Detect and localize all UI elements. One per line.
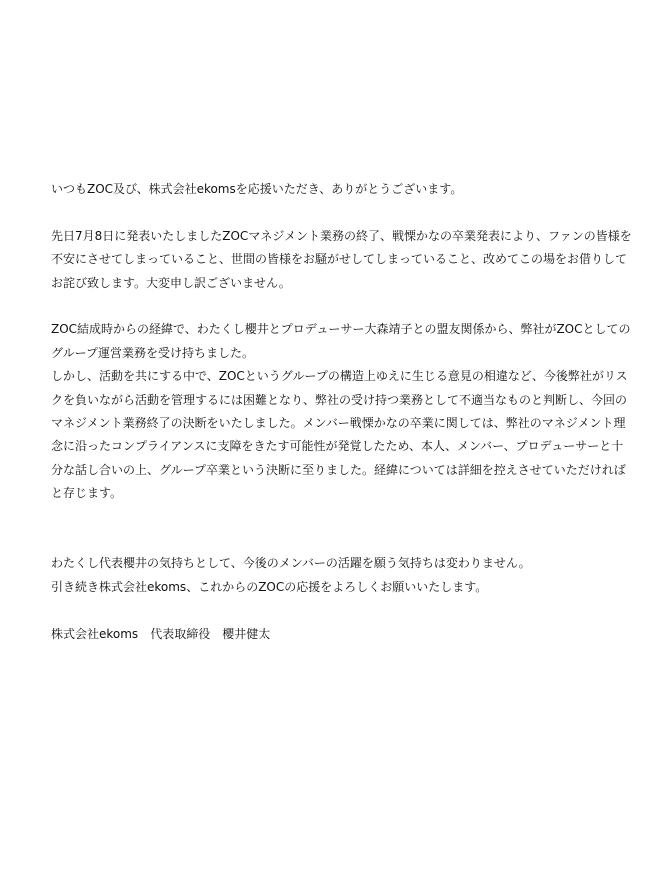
paragraph-line: お詫び致します。大変申し訳ございません。: [51, 275, 291, 290]
paragraph-line: 分な話し合いの上、グループ卒業という決断に至りました。経緯については詳細を控えさせていただければ: [51, 462, 626, 477]
apology-paragraph: [51, 225, 632, 295]
paragraph-spacer: [51, 506, 611, 553]
background-paragraph: [51, 318, 631, 505]
paragraph-line: グループ運営業務を受け持ちました。: [51, 345, 255, 360]
paragraph-spacer: [51, 201, 611, 224]
statement-letter: [51, 178, 632, 646]
paragraph-line: マネジメント業務終了の決断をいたしました。メンバー戦慄かなの卒業に関しては、弊社のマネジメント理: [51, 416, 626, 431]
paragraph-line: クを負いながら活動を管理するには困難となり、弊社の受け持つ業務として不適当なものと判断し、今回の: [51, 392, 628, 407]
paragraph-line: 引き続き株式会社ekoms、これからのZOCの応援をよろしくお願いいたします。: [51, 579, 488, 594]
paragraph-line: 先日7月8日に発表いたしましたZOCマネジメント業務の終了、戦慄かなの卒業発表により、ファンの皆様を: [51, 228, 632, 243]
signature-line: 株式会社ekoms 代表取締役 櫻井健太: [51, 626, 271, 641]
paragraph-line: 念に沿ったコンプライアンスに支障をきたす可能性が発覚したため、本人、メンバー、プロデューサーと十: [51, 439, 624, 454]
paragraph-line: ZOC結成時からの経緯で、わたくし櫻井とプロデューサー大森靖子との盟友関係から、弊社がZOCとしての: [51, 322, 631, 337]
paragraph-line: わたくし代表櫻井の気持ちとして、今後のメンバーの活躍を願う気持ちは変わりません。: [51, 556, 531, 571]
greeting-line: いつもZOC及び、株式会社ekomsを応援いただき、ありがとうございます。: [51, 182, 463, 196]
paragraph-line: と存じます。: [51, 486, 123, 501]
paragraph-line: 不安にさせてしまっていること、世間の皆様をお騒がせしてしまっていること、改めてこの場をお借りして: [51, 252, 628, 267]
paragraph-line: しかし、活動を共にする中で、ZOCというグループの構造上ゆえに生じる意見の相違など、今後弊社がリス: [51, 369, 628, 384]
closing-paragraph: [51, 552, 611, 599]
paragraph-spacer: [51, 599, 611, 622]
paragraph-spacer: [51, 295, 611, 318]
